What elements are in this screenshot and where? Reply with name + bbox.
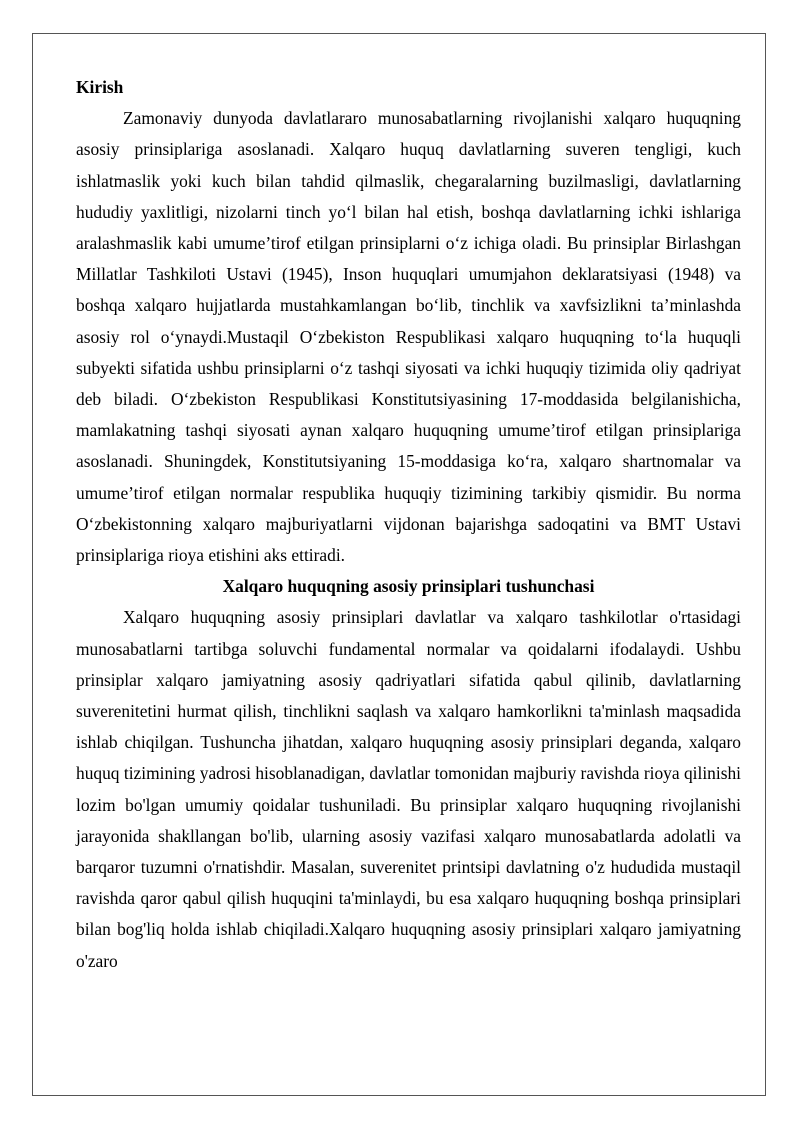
section-heading-introduction: Kirish [76,77,124,97]
document-body [76,72,741,977]
introduction-paragraph: Zamonaviy dunyoda davlatlararo munosabatlarning rivojlanishi xalqaro huquqning asosiy prinsiplariga asoslanadi. Xalqaro huquq davlatlarning suveren tengligi, kuch ishlatmaslik yoki kuch bilan tahdid qilmaslik, chegaralarning buzilmasligi, davlatlarning hududiy yaxlitligi, nizolarni tinch yo‘l bilan hal etish, boshqa davlatlarning ichki ishlariga aralashmaslik kabi umume’tirof etilgan prinsiplarni o‘z ichiga oladi. Bu prinsiplar Birlashgan Millatlar Tashkiloti Ustavi (1945), Inson huquqlari umumjahon deklaratsiyasi (1948) va boshqa xalqaro hujjatlarda mustahkamlangan bo‘lib, tinchlik va xavfsizlikni ta’minlashda asosiy rol o‘ynaydi.Mustaqil O‘zbekiston Respublikasi xalqaro huquqning to‘la huquqli subyekti sifatida ushbu prinsiplarni o‘z tashqi siyosati va ichki huquqiy tizimida oliy qadriyat deb biladi. O‘zbekiston Respublikasi Konstitutsiyasining 17-moddasida belgilanishicha, mamlakatning tashqi siyosati aynan xalqaro huquqning umume’tirof etilgan prinsiplariga asoslanadi. Shuningdek, Konstitutsiyaning 15-moddasiga ko‘ra, xalqaro shartnomalar va umume’tirof etilgan normalar respublika huquqiy tizimining tarkibiy qismidir. Bu norma O‘zbekistonning xalqaro majburiyatlarni vijdonan bajarishga sadoqatini va BMT Ustavi prinsiplariga rioya etishini aks ettiradi. [76,108,741,566]
principles-concept-paragraph: Xalqaro huquqning asosiy prinsiplari davlatlar va xalqaro tashkilotlar o'rtasidagi munosabatlarni tartibga soluvchi fundamental normalar va qoidalarni ifodalaydi. Ushbu prinsiplar xalqaro jamiyatning asosiy qadriyatlari sifatida qabul qilinib, davlatlarning suverenitetini hurmat qilish, tinchlikni saqlash va xalqaro hamkorlikni ta'minlash maqsadida ishlab chiqilgan. Tushuncha jihatdan, xalqaro huquqning asosiy prinsiplari deganda, xalqaro huquq tizimining yadrosi hisoblanadigan, davlatlar tomonidan majburiy ravishda rioya qilinishi lozim bo'lgan umumiy qoidalar tushuniladi. Bu prinsiplar xalqaro huquqning rivojlanishi jarayonida shakllangan bo'lib, ularning asosiy vazifasi xalqaro munosabatlarda adolatli va barqaror tuzumni o'rnatishdir. Masalan, suverenitet printsipi davlatning o'z hududida mustaqil ravishda qaror qabul qilish huquqini ta'minlaydi, bu esa xalqaro huquqning boshqa prinsiplari bilan bog'liq holda ishlab chiqiladi.Xalqaro huquqning asosiy prinsiplari xalqaro jamiyatning o'zaro [76,607,741,971]
section-heading-principles-concept: Xalqaro huquqning asosiy prinsiplari tushunchasi [222,576,595,597]
